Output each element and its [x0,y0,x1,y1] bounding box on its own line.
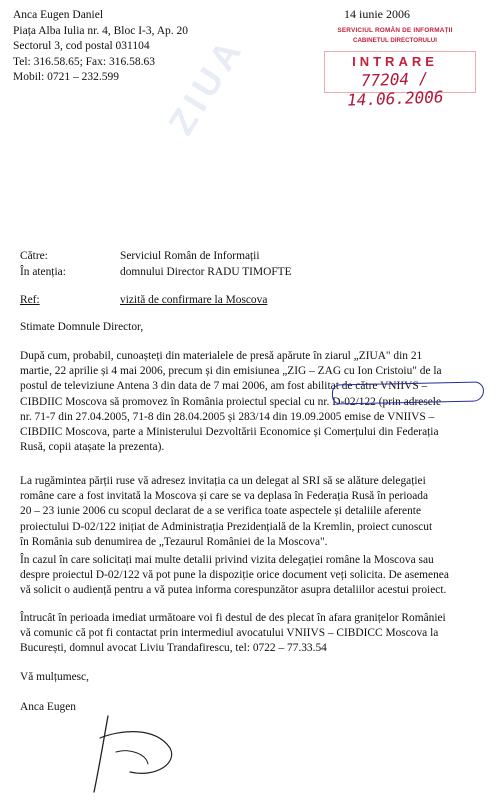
sender-name: Anca Eugen Daniel [13,9,104,21]
sender-mobile: Mobil: 0721 – 232.599 [13,71,120,83]
handwritten-signature [60,708,190,798]
handwritten-circle-mark [332,381,484,404]
catre-label: Către: [20,250,48,262]
paragraph-line: CIBDIIC Moscova să promovez în România proiectul special cu nr. D-02/122 (prin adresele [20,395,442,408]
ref-label: Ref: [20,294,40,306]
paragraph-line: vă comunic că pot fi contactat prin intermediul avocatului VNIIVS – CIBDICC Moscova la [20,627,439,640]
paragraph-line: În cazul în care solicitați mai multe detalii privind vizita delegației române la Moscova sau [20,554,434,566]
salutation: Stimate Domnule Director, [20,321,144,333]
paragraph-line: CIBDIIC Moscova, parte a Ministerului Dezvoltării Economice și Comerțului din Federația [20,426,439,439]
catre-value: Serviciul Român de Informații [120,250,260,262]
sender-address-line2: Sectorul 3, cod postal 031104 [13,40,150,52]
watermark-text: ZIUA [160,28,253,142]
paragraph-line: 20 – 23 iunie 2006 cu scopul declarat de a se verifica toate aspectele și detaliile aferente [20,505,422,518]
paragraph-line: Rusă, copii atașate la prezenta). [20,441,165,454]
atentia-label: În atenția: [20,266,66,278]
stamp-label: INTRARE [352,54,438,69]
closing: Vă mulțumesc, [20,671,89,683]
sender-block [13,8,188,86]
stamp-number: 77204 / 14.06.2006 [346,68,444,110]
paragraph-line: în România sub denumirea de „Tezaurul României de la Moscova". [20,535,328,548]
paragraph-line: martie, 22 aprilie și 4 mai 2006, precum și din emisiunea „ZIG – ZAG cu Ion Cristoiu" de la [20,365,442,378]
paragraph-line: proiectului D-02/122 inițiat de Administrația Prezidențială de la Kremlin, proiect cunoscut [20,520,433,533]
paragraph-4 [20,611,446,657]
stamp-line2: CABINETUL DIRECTORULUI [353,37,437,44]
ref-value: vizită de confirmare la Moscova [120,294,268,306]
sender-address-line1: Piața Alba Iulia nr. 4, Bloc I-3, Ap. 20 [13,24,189,37]
paragraph-line: Întrucât în perioada imediat următoare voi fi destul de des plecat în afara granițelor României [20,612,446,624]
paragraph-line: După cum, probabil, cunoașteți din materialele de presă apărute în ziarul „ZIUA" din 21 [20,350,423,362]
paragraph-2 [20,474,432,550]
sender-phone: Tel: 316.58.65; Fax: 316.58.63 [13,55,155,68]
paragraph-line: postul de televiziune Antena 3 din data de 7 mai 2006, am fost abilitat de către VNIIVS – [20,380,428,393]
paragraph-line: vă solicit o audiență pentru a vă putea informa corespunzător asupra detaliilor acestui proiect. [20,584,447,597]
paragraph-line: La rugămintea părții ruse vă adresez invitația ca un delegat al SRI să se alăture delegației [20,475,426,487]
letter-date: 14 iunie 2006 [344,7,410,21]
paragraph-3 [20,553,449,599]
stamp-line1: SERVICIUL ROMÂN DE INFORMAȚII [337,27,453,34]
paragraph-line: române care a fost invitată la Moscova și care se va deplasa în Federația Rusă în perioada [20,490,428,503]
paragraph-line: București, domnul avocat Liviu Trandafirescu, tel: 0722 – 77.33.54 [20,642,327,655]
paragraph-line: despre proiectul D-02/122 vă pot pune la dispoziție orice document veți solicita. De asemenea [20,569,449,582]
paragraph-line: nr. 71-7 din 27.04.2005, 71-8 din 28.04.2005 și 283/14 din 19.09.2005 emise de VNIIVS – [20,410,435,423]
atentia-value: domnului Director RADU TIMOFTE [120,266,292,278]
registration-stamp [310,24,480,110]
signer-name: Anca Eugen [20,701,76,713]
